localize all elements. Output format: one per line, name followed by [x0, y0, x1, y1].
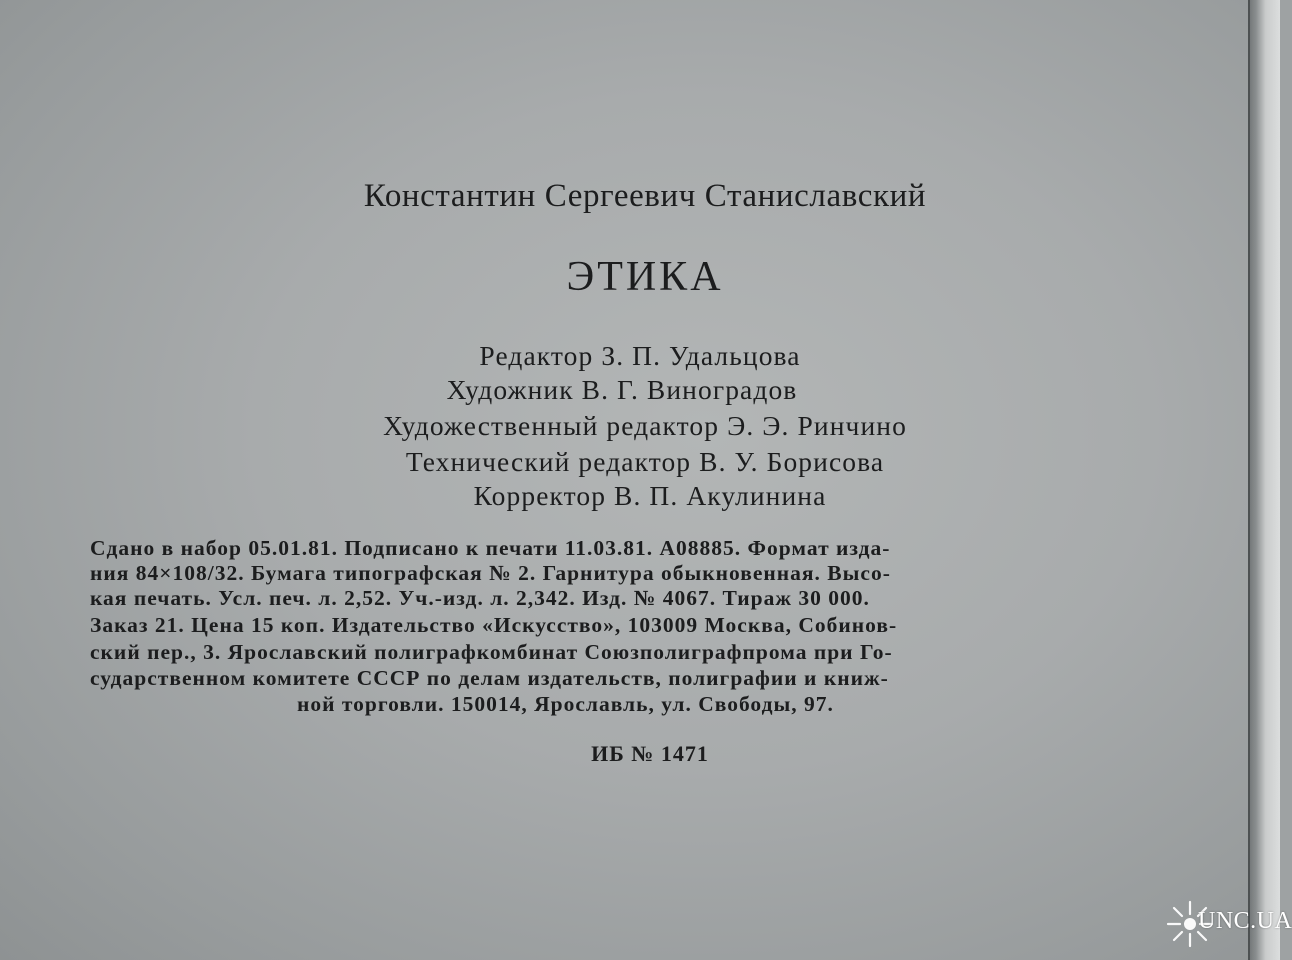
ib-number: ИБ № 1471	[591, 741, 709, 766]
imprint-line: Заказ 21. Цена 15 коп. Издательство «Искусство», 103009 Москва, Собинов-	[90, 613, 898, 637]
imprint-line: Сдано в набор 05.01.81. Подписано к печати 11.03.81. А08885. Формат изда-	[90, 536, 891, 560]
imprint-line: ния 84×108/32. Бумага типографская № 2. Гарнитура обыкновенная. Высо-	[90, 561, 891, 585]
imprint-line: ский пер., 3. Ярославский полиграфкомбинат Союзполиграфпрома при Го-	[90, 640, 893, 664]
credit-proofreader: Корректор В. П. Акулинина	[473, 480, 827, 511]
author-name: Константин Сергеевич Станиславский	[363, 178, 927, 214]
imprint-line: кая печать. Усл. печ. л. 2,52. Уч.-изд. л. 2,342. Изд. № 4067. Тираж 30 000.	[90, 586, 870, 610]
watermark	[1162, 896, 1292, 952]
watermark-text: UNC.UA	[1198, 908, 1292, 934]
credit-artist: Художник В. Г. Виноградов	[446, 374, 798, 405]
imprint-line: ной торговли. 150014, Ярославль, ул. Свободы, 97.	[297, 692, 834, 716]
credit-art-editor: Художественный редактор Э. Э. Ринчино	[383, 410, 907, 441]
credit-tech-editor: Технический редактор В. У. Борисова	[405, 446, 885, 477]
book-title: ЭТИКА	[566, 254, 724, 300]
credit-editor: Редактор З. П. Удальцова	[479, 340, 801, 371]
imprint-line: сударственном комитете СССР по делам издательств, полиграфии и книж-	[90, 666, 889, 690]
